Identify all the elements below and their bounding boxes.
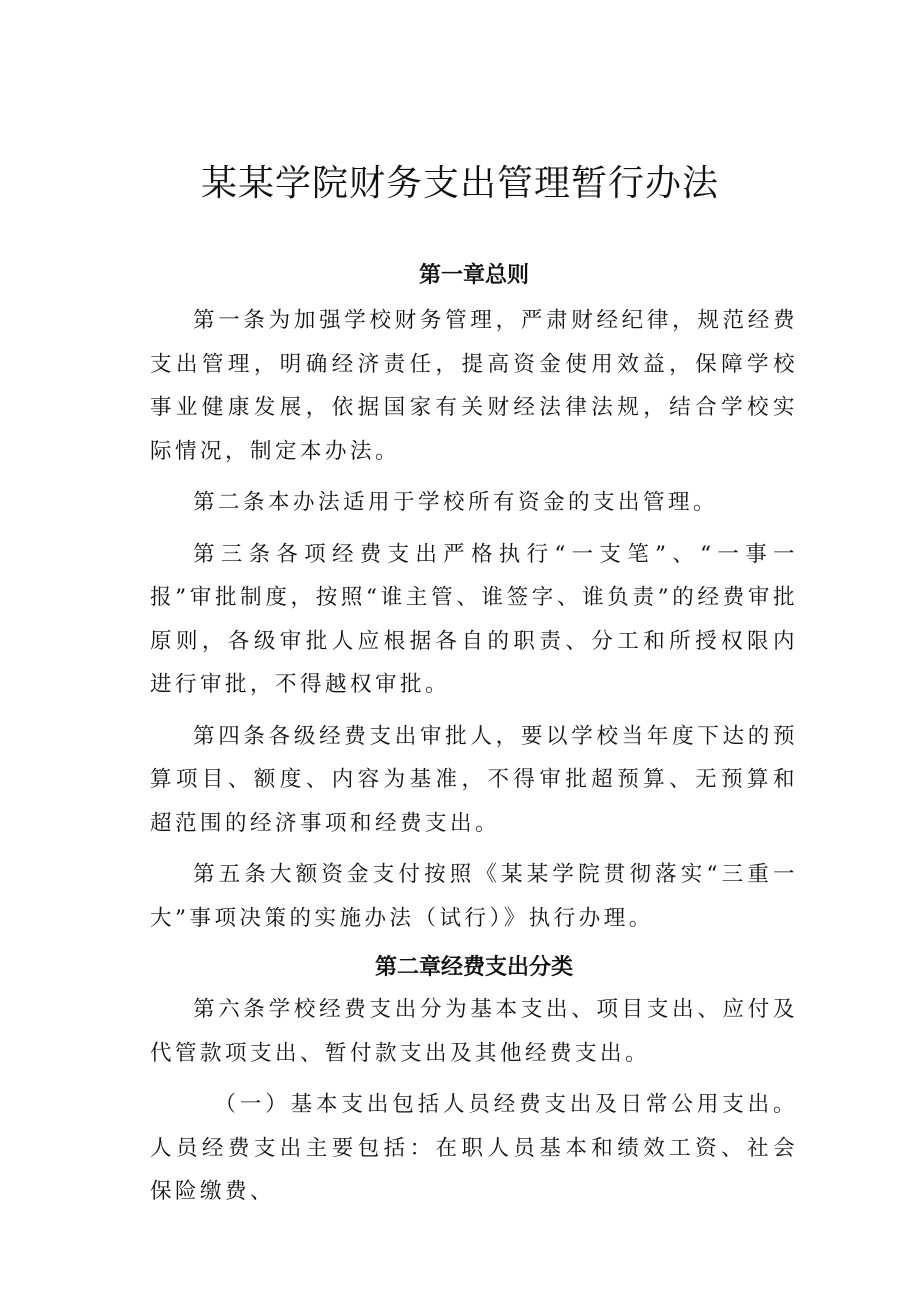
article-4: 第四条各级经费支出审批人，要以学校当年度下达的预算项目、额度、内容为基准，不得审批超预算、无预算和超范围的经济事项和经费支出。 [150, 723, 798, 836]
article-5: 第五条大额资金支付按照《某某学院贯彻落实“三重一大”事项决策的实施办法（试行）》执行办理。 [150, 862, 798, 931]
chapter-heading-1: 第一章总则 [418, 263, 529, 288]
chapter-heading-2: 第二章经费支出分类 [374, 955, 573, 980]
article-6: 第六条学校经费支出分为基本支出、项目支出、应付及代管款项支出、暂付款支出及其他经费支出。 [150, 997, 798, 1066]
article-6-item-1: （一）基本支出包括人员经费支出及日常公用支出。人员经费支出主要包括：在职人员基本和绩效工资、社会保险缴费、 [150, 1092, 798, 1204]
article-1: 第一条为加强学校财务管理，严肃财经纪律，规范经费支出管理，明确经济责任，提高资金使用效益，保障学校事业健康发展，依据国家有关财经法律法规，结合学校实际情况，制定本办法。 [150, 308, 798, 464]
article-2: 第二条本办法适用于学校所有资金的支出管理。 [193, 490, 719, 515]
article-3: 第三条各项经费支出严格执行“一支笔”、“一事一报”审批制度，按照“谁主管、谁签字、谁负责”的经费审批原则，各级审批人应根据各自的职责、分工和所授权限内进行审批，不得越权审批。 [150, 541, 798, 697]
document-title: 某某学院财务支出管理暂行办法 [200, 163, 719, 204]
document-body [150, 256, 798, 1222]
